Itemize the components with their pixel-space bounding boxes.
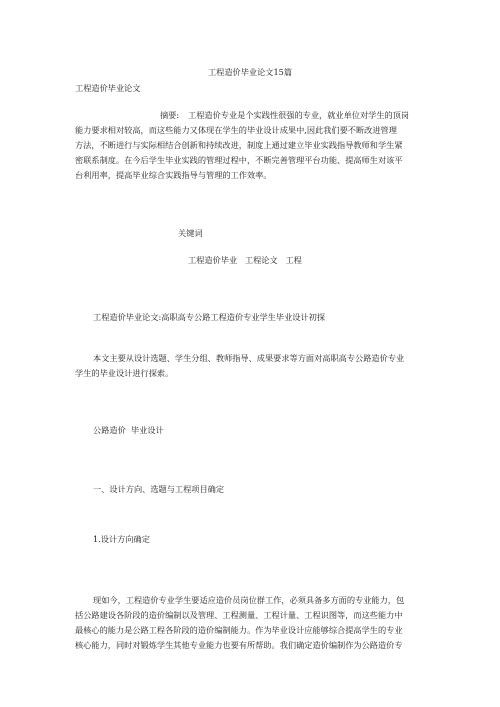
intro-line: 本文主要从设计选题、学生分组、教师指导、成果要求等方面对高职高专公路造价专业 bbox=[93, 353, 405, 363]
document-subtitle: 工程造价毕业论文 bbox=[75, 83, 141, 93]
keywords: 工程造价毕业 工程论文 工程 bbox=[188, 255, 302, 265]
article-keywords: 公路造价 毕业设计 bbox=[93, 425, 164, 435]
abstract-line: 台利用率，提高毕业综合实践指导与管理的工作效率。 bbox=[75, 170, 272, 180]
document-title: 工程造价毕业论文15篇 bbox=[207, 67, 293, 77]
intro-line: 学生的毕业设计进行探索。 bbox=[75, 368, 174, 378]
subsection-heading: 1.设计方向确定 bbox=[93, 534, 150, 544]
body-line: 核心能力，同时对锻炼学生其他专业能力也要有所帮助。我们确定造价编制作为公路造价专 bbox=[75, 640, 403, 650]
abstract-label: 摘要: bbox=[160, 110, 180, 120]
body-line: 括公路建设各阶段的造价编制以及管理、工程测量、工程计量、工程识图等，而这些能力中 bbox=[75, 610, 403, 620]
body-line: 现如今，工程造价专业学生要适应造价员岗位群工作，必须具备多方面的专业能力，包 bbox=[93, 595, 405, 605]
section-heading: 一、设计方向、选题与工程项目确定 bbox=[93, 484, 225, 494]
abstract-line: 密联系制度。在今后学生毕业实践的管理过程中，不断完善管理平台功能、提高师生对该平 bbox=[75, 155, 403, 165]
article-heading: 工程造价毕业论文:高职高专公路工程造价专业学生毕业设计初探 bbox=[93, 312, 326, 322]
abstract-line: 工程造价专业是个实践性很强的专业，就业单位对学生的顶岗 bbox=[188, 110, 410, 120]
keywords-label: 关键词 bbox=[178, 228, 203, 238]
abstract-line: 能力要求相对较高，而这些能力又体现在学生的毕业设计成果中,因此我们要不断改进管理 bbox=[75, 125, 397, 135]
abstract-line: 方法，不断进行与实际相结合创新和持续改进，制度上通过建立毕业实践指导教师和学生紧 bbox=[75, 140, 403, 150]
body-line: 最核心的能力是公路工程各阶段的造价编制能力。作为毕业设计应能够综合提高学生的专业 bbox=[75, 625, 403, 635]
